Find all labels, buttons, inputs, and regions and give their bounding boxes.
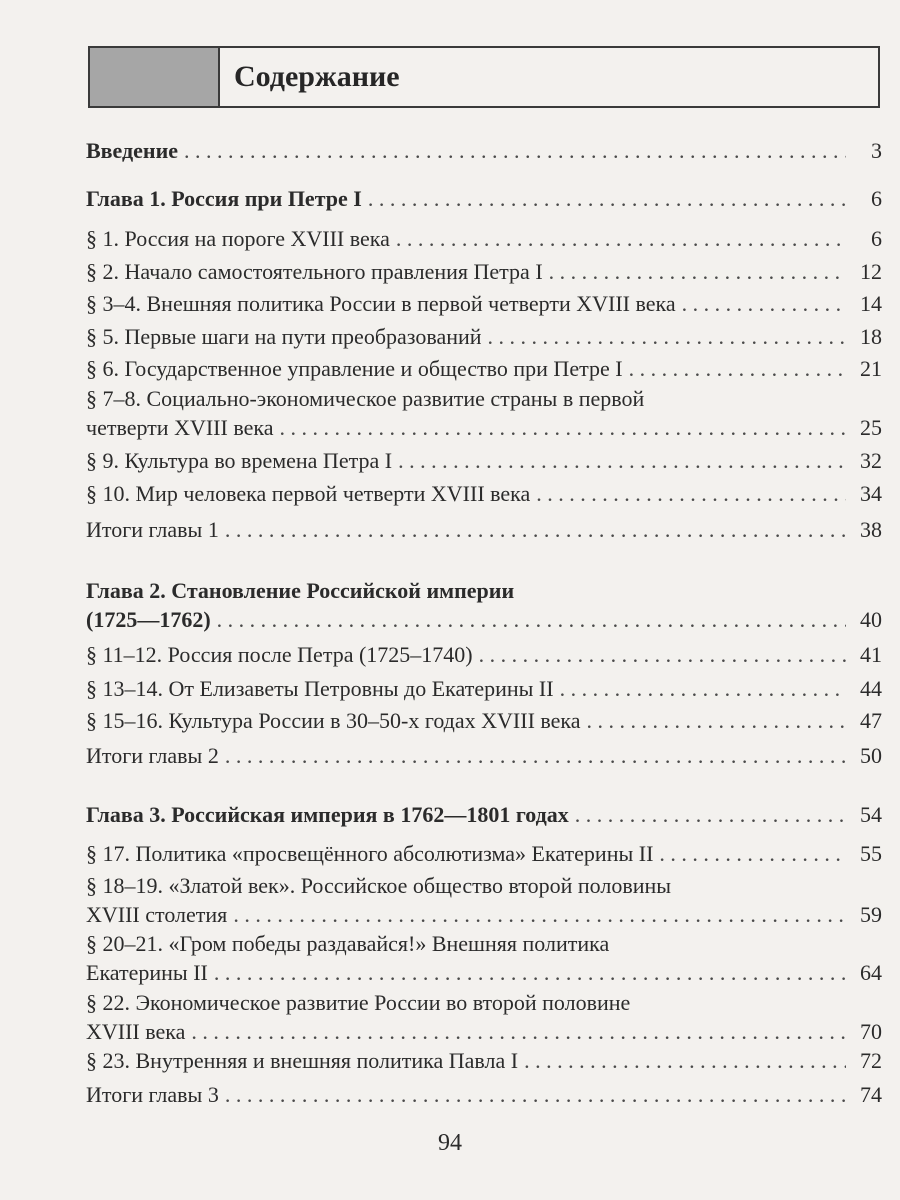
toc-page-number: 18 — [860, 324, 882, 349]
toc-entry-text: Екатерины II — [86, 960, 208, 985]
toc-page-number: 21 — [860, 356, 882, 381]
page-title: Содержание — [234, 60, 400, 93]
toc-chapter-2[interactable] — [86, 576, 882, 634]
toc-chapter-title: Глава 3. Российская империя в 1762—1801 годах — [86, 802, 569, 827]
toc-page-number: 64 — [860, 960, 882, 985]
page-number: 94 — [438, 1130, 462, 1156]
dot-leader — [214, 958, 846, 987]
dot-leader — [629, 354, 846, 383]
toc-page-number: 55 — [860, 841, 882, 866]
dot-leader — [225, 1080, 846, 1109]
dot-leader — [587, 706, 846, 735]
toc-page-number: 6 — [871, 226, 882, 251]
dot-leader — [279, 413, 846, 442]
toc-page-number: 34 — [860, 481, 882, 506]
toc-entry-text: Итоги главы 3 — [86, 1082, 219, 1107]
toc-entry-text: § 6. Государственное управление и общество при Петре I — [86, 356, 623, 381]
dot-leader — [479, 640, 846, 669]
toc-chapter-3[interactable] — [86, 800, 882, 829]
toc-entry-text-line1: § 7–8. Социально-экономическое развитие страны в первой — [86, 386, 645, 411]
toc-entry[interactable] — [86, 289, 882, 318]
contents-header — [88, 46, 880, 108]
dot-leader — [536, 479, 846, 508]
toc-entry[interactable] — [86, 446, 882, 475]
dot-leader — [398, 446, 846, 475]
toc-entry[interactable] — [86, 257, 882, 286]
toc-entry-intro[interactable] — [86, 136, 882, 165]
toc-entry-text: § 11–12. Россия после Петра (1725–1740) — [86, 642, 473, 667]
toc-page-number: 54 — [860, 802, 882, 827]
toc-page-number: 12 — [860, 259, 882, 284]
toc-chapter-title: (1725—1762) — [86, 607, 211, 632]
toc-entry-text: § 3–4. Внешняя политика России в первой четверти XVIII века — [86, 291, 676, 316]
dot-leader — [560, 674, 846, 703]
header-gray-block — [90, 48, 220, 106]
toc-entry-text: § 17. Политика «просвещённого абсолютизма» Екатерины II — [86, 841, 654, 866]
toc-entry[interactable] — [86, 674, 882, 703]
dot-leader — [524, 1046, 846, 1075]
dot-leader — [225, 741, 846, 770]
toc-entry[interactable] — [86, 871, 882, 929]
toc-entry-text: § 1. Россия на пороге XVIII века — [86, 226, 390, 251]
toc-page-number: 72 — [860, 1048, 882, 1073]
toc-entry-text-line1: § 18–19. «Златой век». Российское общество второй половины — [86, 873, 672, 898]
toc-page-number: 50 — [860, 743, 882, 768]
toc-page-number: 41 — [860, 642, 882, 667]
toc-entry[interactable] — [86, 1046, 882, 1075]
dot-leader — [368, 184, 846, 213]
toc-summary[interactable] — [86, 515, 882, 544]
toc-page-number: 40 — [860, 607, 882, 632]
dot-leader — [549, 257, 846, 286]
toc-entry-text-line1: § 20–21. «Гром победы раздавайся!» Внешняя политика — [86, 931, 610, 956]
toc-page-number: 38 — [860, 517, 882, 542]
toc-entry[interactable] — [86, 988, 882, 1046]
toc-entry[interactable] — [86, 479, 882, 508]
dot-leader — [233, 900, 846, 929]
dot-leader — [575, 800, 846, 829]
toc-entry[interactable] — [86, 839, 882, 868]
toc-entry[interactable] — [86, 640, 882, 669]
toc-chapter-title-line1: Глава 2. Становление Российской империи — [86, 578, 515, 603]
toc-entry-text: § 5. Первые шаги на пути преобразований — [86, 324, 482, 349]
toc-page-number: 14 — [860, 291, 882, 316]
dot-leader — [217, 605, 846, 634]
toc-summary[interactable] — [86, 741, 882, 770]
dot-leader — [396, 224, 846, 253]
toc-entry-text-line1: § 22. Экономическое развитие России во второй половине — [86, 990, 631, 1015]
toc-entry-text: Итоги главы 1 — [86, 517, 219, 542]
toc-entry[interactable] — [86, 706, 882, 735]
toc-entry-text: Итоги главы 2 — [86, 743, 219, 768]
toc-entry[interactable] — [86, 322, 882, 351]
toc-entry[interactable] — [86, 224, 882, 253]
dot-leader — [682, 289, 846, 318]
toc-page-number: 6 — [871, 186, 882, 211]
toc-entry-text: четверти XVIII века — [86, 415, 274, 440]
toc-page-number: 44 — [860, 676, 882, 701]
toc-page-number: 59 — [860, 902, 882, 927]
dot-leader — [488, 322, 846, 351]
toc-entry-text: § 23. Внутренняя и внешняя политика Павла I — [86, 1048, 519, 1073]
toc-page-number: 25 — [860, 415, 882, 440]
toc-summary[interactable] — [86, 1080, 882, 1109]
dot-leader — [191, 1017, 846, 1046]
toc-page-number: 70 — [860, 1019, 882, 1044]
toc-page-number: 32 — [860, 448, 882, 473]
toc-entry-text: § 10. Мир человека первой четверти XVIII века — [86, 481, 531, 506]
toc-entry-text: XVIII века — [86, 1019, 186, 1044]
toc-entry-text: XVIII столетия — [86, 902, 228, 927]
toc-page-number: 74 — [860, 1082, 882, 1107]
toc-entry-text: Введение — [86, 138, 179, 163]
toc-entry-text: § 13–14. От Елизаветы Петровны до Екатерины II — [86, 676, 554, 701]
toc-page-number: 3 — [871, 138, 882, 163]
dot-leader — [225, 515, 846, 544]
toc-chapter-title: Глава 1. Россия при Петре I — [86, 186, 362, 211]
toc-page-number: 47 — [860, 708, 882, 733]
dot-leader — [659, 839, 846, 868]
toc-entry-text: § 9. Культура во времена Петра I — [86, 448, 393, 473]
toc-entry[interactable] — [86, 354, 882, 383]
toc-entry-text: § 15–16. Культура России в 30–50-х годах XVIII века — [86, 708, 581, 733]
toc-entry[interactable] — [86, 384, 882, 442]
toc-entry[interactable] — [86, 929, 882, 987]
toc-entry-text: § 2. Начало самостоятельного правления Петра I — [86, 259, 543, 284]
toc-chapter-1[interactable] — [86, 184, 882, 213]
dot-leader — [184, 136, 846, 165]
